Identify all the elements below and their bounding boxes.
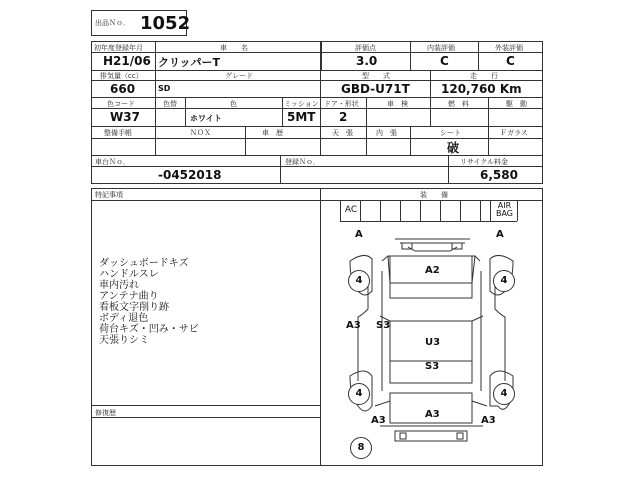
note-item: ボディ退色 [99, 313, 149, 324]
first-reg-value: H21/06 [103, 54, 151, 68]
chassis-value: -0452018 [158, 168, 222, 182]
color-label: 色 [230, 100, 237, 108]
tire-rear-left: 4 [348, 383, 370, 405]
equipment-ac: AC [344, 205, 358, 215]
grade-value: SD [158, 84, 171, 93]
transmission-value: 5MT [287, 110, 316, 124]
equipment-airbag: AIR BAG [495, 201, 514, 218]
model-value: GBD-U71T [341, 82, 410, 96]
uchibari-label: 内 張 [376, 129, 397, 137]
equipment-cell [460, 200, 480, 221]
equipment-cell [360, 200, 380, 221]
tire-rear-right: 4 [493, 383, 515, 405]
equipment-cell [480, 200, 490, 221]
seat-value: 破 [447, 141, 460, 155]
tire-front-left: 4 [348, 270, 370, 292]
seat-label: シート [440, 129, 461, 137]
note-item: 天張りシミ [99, 335, 149, 346]
nox-label: ＮＯＸ [190, 129, 211, 137]
manual-label: 整備手帳 [104, 129, 132, 137]
tire-front-right: 4 [493, 270, 515, 292]
transmission-label: ミッション [284, 100, 319, 108]
color-value: ホワイト [190, 114, 222, 123]
repair-label: 修復歴 [95, 409, 116, 417]
equipment-cell [440, 200, 460, 221]
spare-tire: 8 [350, 437, 372, 459]
equipment-cell [490, 200, 517, 221]
lot-number: 1052 [140, 13, 191, 34]
note-item: アンテナ曲り [99, 291, 159, 302]
history-label: 車 歴 [262, 129, 283, 137]
note-item: 荷台キズ・凹み・サビ [99, 324, 199, 335]
mileage-value: 120,760 Km [441, 82, 522, 96]
damage-front-left: A [355, 229, 363, 240]
displacement-label: 排気量（cc） [100, 72, 143, 80]
chassis-label: 車台Ｎｏ． [95, 158, 130, 166]
note-item: ハンドルスレ [99, 269, 159, 280]
interior-score-value: C [440, 54, 449, 68]
note-item: 車内汚れ [99, 280, 139, 291]
recycle-value: 6,580 [480, 168, 518, 182]
equipment-cell [380, 200, 400, 221]
recycle-label: リサイクル料金 [460, 158, 509, 166]
score-label: 評価点 [355, 44, 376, 52]
damage-rear-center: A3 [425, 409, 440, 420]
doors-label: ドア・形状 [324, 100, 359, 108]
first-reg-label: 初年度登録年月 [94, 44, 143, 52]
interior-score-label: 内装評価 [427, 44, 455, 52]
mileage-label: 走 行 [470, 72, 498, 80]
grade-label: グレード [225, 72, 253, 80]
tenba-label: 天 張 [332, 129, 353, 137]
drive-label: 駆 動 [506, 100, 527, 108]
equipment-cell [340, 200, 360, 221]
glass-label: Ｆガラス [500, 129, 528, 137]
lot-number-label: 出品Ｎｏ． [95, 19, 130, 27]
car-name-label: 車 名 [220, 44, 248, 52]
equipment-cell [400, 200, 420, 221]
registration-label: 登録Ｎｏ． [285, 158, 320, 166]
damage-roof-2: S3 [425, 361, 440, 372]
inspection-label: 車 検 [387, 100, 408, 108]
model-label: 型 式 [362, 72, 390, 80]
damage-front-right: A [496, 229, 504, 240]
damage-rear-right: A3 [481, 415, 496, 426]
color-type-label: 色替 [163, 100, 177, 108]
fuel-label: 燃 料 [448, 100, 469, 108]
note-item: 看板文字削り跡 [99, 302, 169, 313]
exterior-score-label: 外装評価 [495, 44, 523, 52]
damage-left-pillar: S3 [376, 320, 391, 331]
score-value: 3.0 [356, 54, 378, 68]
color-code-label: 色コード [107, 100, 135, 108]
color-code-value: W37 [110, 110, 140, 124]
doors-value: 2 [339, 110, 348, 124]
equipment-label: 装 備 [420, 191, 448, 199]
car-name-value: クリッパーT [158, 56, 221, 69]
note-item: ダッシュボードキズ [99, 258, 189, 269]
damage-left-door: A3 [346, 320, 361, 331]
displacement-value: 660 [110, 82, 136, 96]
equipment-cell [420, 200, 440, 221]
damage-rear-left: A3 [371, 415, 386, 426]
damage-roof: U3 [425, 337, 441, 348]
damage-hood: A2 [425, 265, 440, 276]
exterior-score-value: C [506, 54, 515, 68]
notes-label: 特記事項 [95, 191, 123, 199]
